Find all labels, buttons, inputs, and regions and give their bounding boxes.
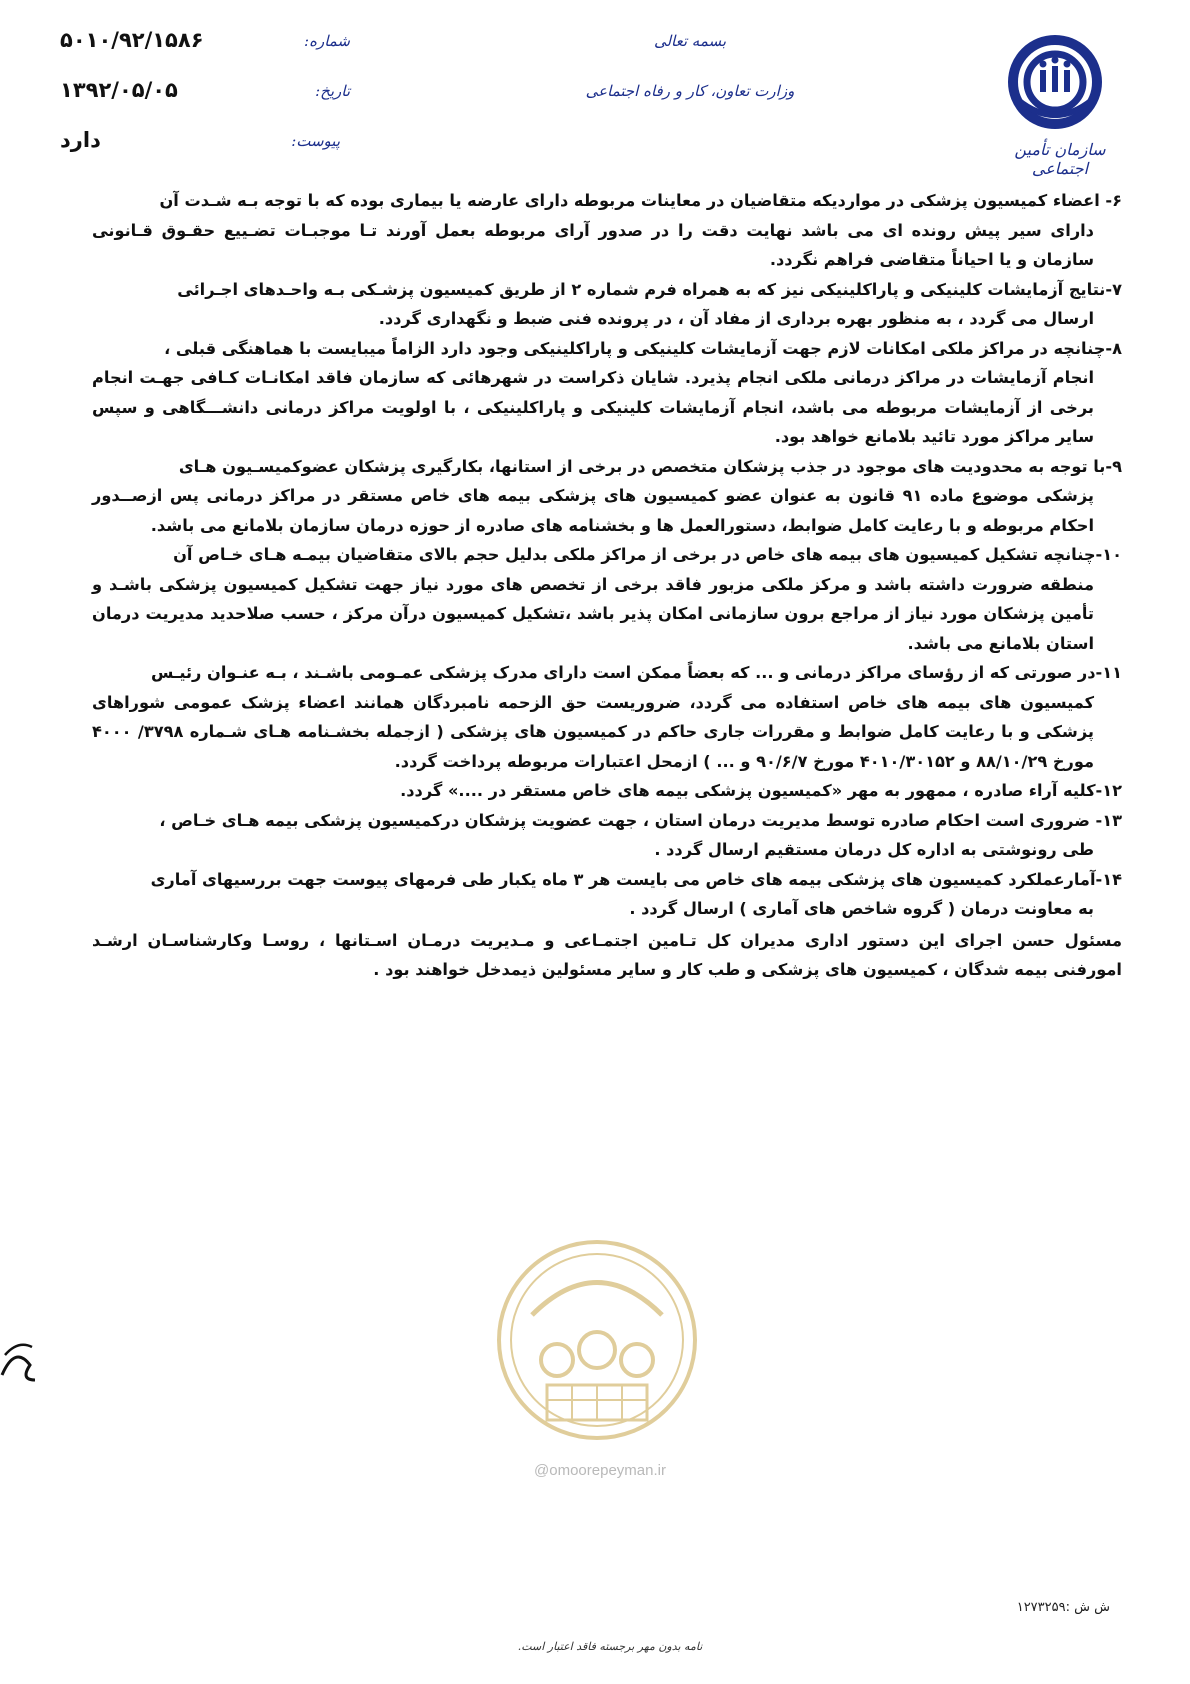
item-continuation: پزشکی موضوع ماده ۹۱ قانون به عنوان عضو کمیسیون های پزشکی بیمه های خاص مستقر در مراکز درمانی پس ازصــدور احکام مربوطه و با رعایت کامل ضوابط، دستورالعمل ها و بخشنامه های صادره از حوزه درمان سازمان بلامانع می باشد.: [92, 486, 1094, 535]
number-label: شماره:: [304, 32, 350, 50]
list-item: [92, 540, 1122, 658]
item-continuation: منطقه ضرورت داشته باشد و مرکز ملکی مزبور فاقد برخی از تخصص های مورد نیاز جهت تشکیل کمیسیون پزشکی باشـد و تأمین پزشکان مورد نیاز از مراجع برون سازمانی امکان پذیر باشد ،تشکیل کمیسیون درآن مرکز ، حسب صلاحدید مدیریت درمان استان بلامانع می باشد.: [92, 574, 1094, 653]
footer-code: ش ش :۱۲۷۳۲۵۹: [1016, 1600, 1110, 1615]
closing-paragraph: مسئول حسن اجرای این دستور اداری مدیران کل تـامین اجتمـاعی و مـدیریت درمـان اسـتانها ، روسـا وکارشناسـان ارشـد امورفنی بیمه شدگان ، کمیسیون های پزشکی و طب کار و سایر مسئولین ذیمدخل خواهند بود .: [92, 930, 1122, 979]
item-first-line: ۷-نتایج آزمایشات کلینیکی و پاراکلینیکی نیز که به همراه فرم شماره ۲ از طریق کمیسیون پزشـکی بـه واحـدهای اجـرائی: [177, 279, 1122, 299]
stamp-website: @omoorepeyman.ir: [534, 1462, 666, 1479]
list-item: [92, 806, 1122, 865]
signature-mark: [0, 1335, 40, 1395]
list-item: [92, 776, 1122, 806]
attachment-label: پیوست:: [291, 132, 340, 150]
item-continuation: انجام آزمایشات در مراکز درمانی ملکی انجام پذیرد. شایان ذکراست در شهرهائی که سازمان فاقد امکانـات کـافی جهـت انجام برخی از آزمایشات مربوطه می باشد، انجام آزمایشات کلینیکی و پاراکلینیکی ، با اولویت مراکز درمانی دانشـــگاهی و سپس سایر مراکز مورد تائید بلامانع خواهد بود.: [92, 368, 1094, 446]
letter-number: ۵۰۱۰/۹۲/۱۵۸۶: [60, 28, 204, 52]
list-item: [92, 658, 1122, 776]
item-continuation: طی رونوشتی به اداره کل درمان مستقیم ارسال گردد .: [654, 840, 1094, 859]
item-continuation: دارای سیر پیش رونده ای می باشد نهایت دقت را در صدور آرای مربوطه بعمل آورند تـا موجبـات تضـییع حقـوق قـانونی سازمان و یا احیاناً متقاضی فراهم نگردد.: [92, 220, 1094, 269]
item-first-line: ۱۲-کلیه آراء صادره ، ممهور به مهر «کمیسیون پزشکی بیمه های خاص مستقر در ....» گردد.: [400, 781, 1122, 800]
item-first-line: ۱۰-چنانچه تشکیل کمیسیون های بیمه های خاص در برخی از مراکز ملکی بدلیل حجم بالای متقاضیان بیمـه هـای خـاص آن: [173, 545, 1122, 564]
item-first-line: ۱۳- ضروری است احکام صادره توسط مدیریت درمان استان ، جهت عضویت پزشکان درکمیسیون پزشکی بیمه هـای خـاص ،: [159, 810, 1122, 830]
attachment-value: دارد: [60, 128, 101, 152]
item-first-line: ۱۱-در صورتی که از رؤسای مراکز درمانی و ... که بعضاً ممکن است دارای مدرک پزشکی عمـومی باشـند ، بـه عنـوان رئیـس: [150, 663, 1122, 682]
list-item: [92, 275, 1122, 334]
list-item: [92, 186, 1122, 275]
item-first-line: ۱۴-آمارعملکرد کمیسیون های پزشکی بیمه های خاص می بایست هر ۳ ماه یکبار طی فرمهای پیوست جهت بررسیهای آماری: [150, 869, 1122, 889]
item-first-line: ۸-چنانچه در مراکز ملکی امکانات لازم جهت آزمایشات کلینیکی و پاراکلینیکی وجود دارد الزاماً میبایست با هماهنگی قبلی ،: [164, 338, 1122, 358]
item-first-line: ۹-با توجه به محدودیت های موجود در جذب پزشکان متخصص در برخی از استانها، بکارگیری پزشکان عضوکمیسـیون هـای: [178, 456, 1122, 476]
list-item: [92, 865, 1122, 924]
item-continuation: ارسال می گردد ، به منظور بهره برداری از مفاد آن ، در پرونده فنی ضبط و نگهداری گردد.: [378, 309, 1094, 328]
item-continuation: به معاونت درمان ( گروه شاخص های آماری ) ارسال گردد .: [629, 899, 1094, 918]
footer-note: نامه بدون مهر برجسته فاقد اعتبار است.: [517, 1640, 703, 1653]
item-first-line: ۶- اعضاء کمیسیون پزشکی در مواردیکه متقاضیان در معاینات مربوطه دارای عارضه یا بیماری بوده که با توجه بـه شـدت آن: [159, 191, 1122, 210]
social-security-logo-icon: [1000, 30, 1110, 140]
item-continuation: کمیسیون های بیمه های خاص استفاده می گردد، ضروریست حق الزحمه نامبردگان همانند اعضاء پزشک عمومی شوراهای پزشکی و با رعایت کامل ضوابط و مقررات جاری حاکم در کمیسیون های پزشکی ( ازجمله بخشـنامه هـای شـماره ۳۷۹۸/ ۴۰۰۰ مورخ ۸۸/۱۰/۲۹ و ۴۰۱۰/۳۰۱۵۲ مورخ ۹۰/۶/۷ و ... ) ازمحل اعتبارات مربوطه پرداخت گردد.: [92, 692, 1094, 771]
ministry-name: وزارت تعاون، کار و رفاه اجتماعی: [585, 82, 795, 100]
letter-date: ۱۳۹۲/۰۵/۰۵: [60, 78, 178, 102]
letter-body: [92, 186, 1122, 985]
organization-name: سازمان تأمین اجتماعی: [1014, 140, 1106, 178]
list-item: [92, 452, 1122, 541]
list-item: [92, 334, 1122, 452]
seal-stamp-icon: [492, 1230, 702, 1455]
date-label: تاریخ:: [315, 82, 350, 100]
bismillah: بسمه تعالی: [653, 32, 727, 50]
